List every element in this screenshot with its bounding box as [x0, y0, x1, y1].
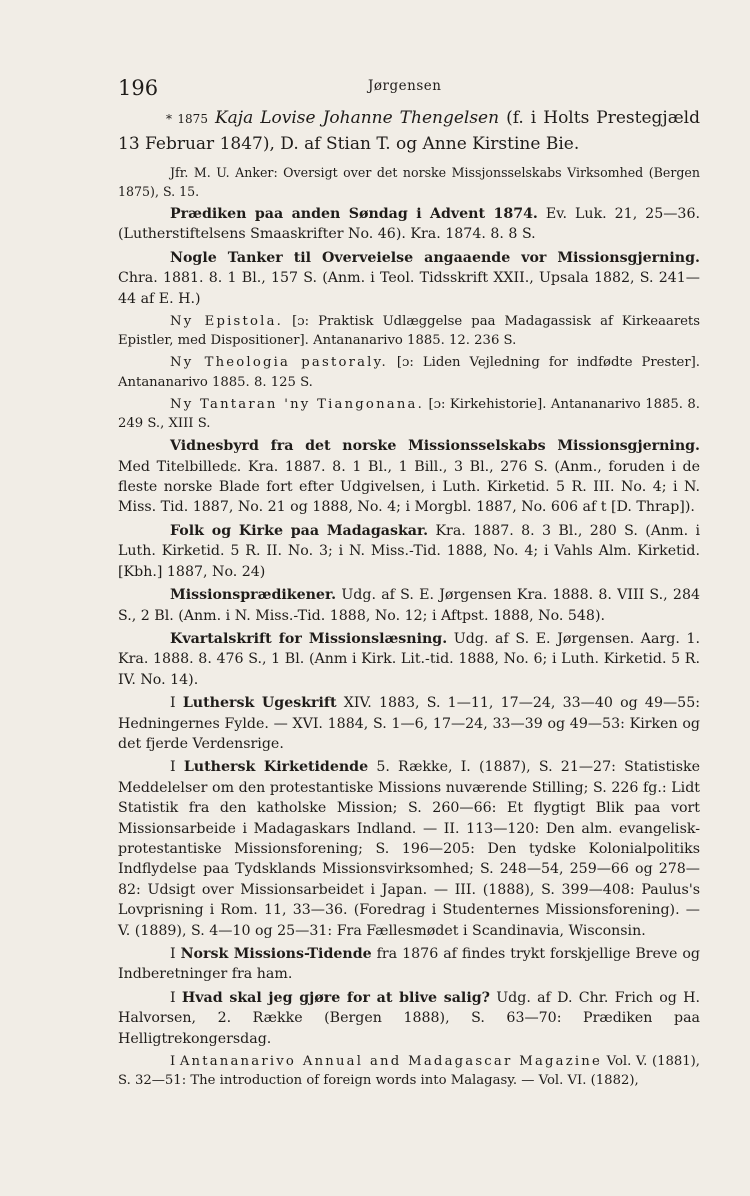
- entry-title: Norsk Missions-Tidende: [180, 946, 372, 962]
- entry-text: Udg. af S. E. Jørgensen. Aarg. 1. Kra. 1888. 8. 476 S., 1 Bl. (Anm i Kirk. Lit.-tid. 1888, No. 6; i Luth. Kirketid. 5 R. IV. No. 14).: [118, 630, 700, 688]
- entry-title: Luthersk Kirketidende: [183, 759, 369, 776]
- entry-prefix: I: [170, 946, 181, 962]
- entry-text: [ɔ: Liden Vejledning for indfødte Prester]. Antananarivo 1885. 8. 125 S.: [118, 355, 700, 390]
- person-name: Kaja Lovise Johanne Thengelsen: [214, 108, 500, 128]
- entry-text: Udg. af D. Chr. Frich og H. Halvorsen, 2. Række (Bergen 1888), S. 63—70: Prædiken paa Helligtrekongersdag.: [118, 989, 700, 1047]
- bibliography-entry: [118, 629, 700, 690]
- entry-title: Vidnesbyrd fra det norske Missionsselskabs Missionsgjerning.: [170, 438, 700, 455]
- entry-title: Missionsprædikener.: [170, 587, 337, 604]
- entry-text: Vol. V. (1881), S. 32—51: The introduction of foreign words into Malagasy. — Vol. VI. (1882),: [118, 1054, 700, 1089]
- bibliography-entry: [118, 248, 700, 309]
- entry-prefix: I: [170, 695, 183, 712]
- reference-note: Jfr. M. U. Anker: Oversigt over det norske Missjonsselskabs Virksomhed (Bergen 1875), S. 15.: [118, 165, 700, 199]
- entry-prefix: I: [170, 1054, 180, 1070]
- entry-prefix: I: [170, 759, 184, 776]
- bibliography-entry: [118, 585, 700, 626]
- bibliography-entry: [118, 436, 700, 518]
- bibliography-entry: [118, 521, 700, 582]
- entry-title: Luthersk Ugeskrift: [182, 695, 337, 712]
- bibliography-entry: [118, 312, 700, 350]
- entry-text: Ev. Luk. 21, 25—36. (Lutherstiftelsens Smaaskrifter No. 46). Kra. 1874. 8. 8 S.: [118, 206, 700, 243]
- entry-title: Antananarivo Annual and Madagascar Magazine: [179, 1054, 603, 1070]
- entry-title: Folk og Kirke paa Madagaskar.: [170, 522, 429, 539]
- bibliography-entry: [118, 204, 700, 245]
- entry-title: Prædiken paa anden Søndag i Advent 1874.: [170, 206, 538, 222]
- entry-title: Ny Epistola.: [170, 314, 284, 330]
- biography-entry: [118, 106, 700, 157]
- bibliography-entry: [118, 353, 700, 391]
- entry-title: Hvad skal jeg gjøre for at blive salig?: [181, 989, 490, 1006]
- bibliography-entry: [118, 1052, 700, 1090]
- entry-text: Kra. 1887. 8. 3 Bl., 280 S. (Anm. i Luth. Kirketid. 5 R. II. No. 3; i N. Miss.-Tid. 1888, No. 4; i Vahls Alm. Kirketid. [Kbh.] 1887, No. 24): [118, 522, 700, 580]
- page-header: [112, 74, 712, 104]
- bibliography-entry: [118, 395, 700, 433]
- bibliography-entry: [118, 944, 700, 985]
- entry-text: Med Titelbilledε. Kra. 1887. 8. 1 Bl., 1 Bill., 3 Bl., 276 S. (Anm., foruden i de fleste norske Blade fort efter Udgivelsen, i Luth. Kirketid. 5 R. III. No. 4; i N. Miss. Tid. 1887, No. 21 og 1888, No. 4; i Morgbl. 1887, No. 606 af t [D. Thrap]).: [118, 458, 700, 516]
- entry-text: [ɔ: Praktisk Udlæggelse paa Madagassisk af Kirkeaarets Epistler, med Dispositioner]. Antananarivo 1885. 12. 236 S.: [118, 314, 701, 349]
- entry-title: Kvartalskrift for Missionslæsning.: [170, 630, 448, 647]
- entry-text: 5. Række, I. (1887), S. 21—27: Statistiske Meddelelser om den protestantiske Missions nuværende Stilling; S. 226 fg.: Lidt Statistik fra den katholske Mission; S. 260—66: Et flygtigt Blik paa vort Missionsarbeide i Madagaskars Indland. — II. 113—120: Den alm. evangelisk-protestantiske Missionsforening; S. 196—205: Den tydske Kolonialpolitiks Indflydelse paa Tydsklands Missionsvirksomhed; S. 248—54, 259—66 og 278—82: Udsigt over Missionsarbeidet i Japan. — III. (1888), S. 399—408: Paulus's Lovprisning i Rom. 11, 33—36. (Foredrag i Studenternes Missionsforening). — V. (1889), S. 4—10 og 25—31: Fra Fællesmødet i Scandinavia, Wisconsin.: [118, 759, 700, 939]
- entry-prefix: I: [170, 989, 182, 1006]
- entry-title: Ny Theologia pastoraly.: [170, 355, 388, 371]
- entry-text: [ɔ: Kirkehistorie]. Antananarivo 1885. 8. 249 S., XIII S.: [118, 396, 701, 432]
- running-head: Jørgensen: [368, 78, 442, 94]
- bibliography-entries: [118, 106, 700, 1093]
- entry-text: XIV. 1883, S. 1—11, 17—24, 33—40 og 49—55: Hedningernes Fylde. — XVI. 1884, S. 1—6, 17—24, 33—39 og 49—53: Kirken og det fjerde Verdensrige.: [118, 695, 701, 752]
- entry-marker: * 1875: [166, 112, 208, 126]
- bibliography-entry: [118, 757, 700, 941]
- entry-text: Udg. af S. E. Jørgensen Kra. 1888. 8. VIII S., 284 S., 2 Bl. (Anm. i N. Miss.-Tid. 1888, No. 12; i Aftpst. 1888, No. 548).: [118, 587, 700, 624]
- bibliography-entry: [118, 693, 700, 754]
- entry-text: Chra. 1881. 8. 1 Bl., 157 S. (Anm. i Teol. Tidsskrift XXII., Upsala 1882, S. 241—44 af E. H.): [118, 270, 700, 307]
- bibliography-entry: [118, 988, 700, 1049]
- entry-title: Nogle Tanker til Overveielse angaaende vor Missionsgjerning.: [170, 249, 700, 266]
- entry-text: (f. i Holts Prestegjæld 13 Februar 1847), D. af Stian T. og Anne Kirstine Bie.: [118, 108, 700, 154]
- page-number: 196: [118, 76, 159, 100]
- entry-title: Ny Tantaran 'ny Tiangonana.: [170, 396, 424, 412]
- entry-text: fra 1876 af findes trykt forskjellige Breve og Indberetninger fra ham.: [118, 946, 700, 983]
